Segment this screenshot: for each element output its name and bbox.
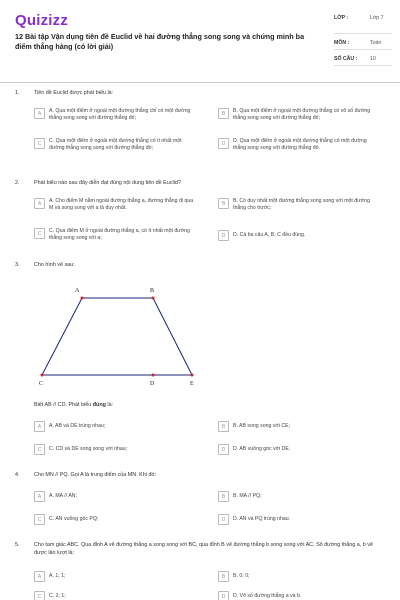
option-letter-box: A <box>34 491 45 502</box>
option-letter-box: C <box>34 228 45 239</box>
option-text: D. Vô số đường thẳng a và b. <box>233 593 302 599</box>
meta-label: LỚP : <box>334 15 349 21</box>
point-e <box>191 374 194 377</box>
meta-label: SỐ CÂU : <box>334 56 358 62</box>
option-letter-box: A <box>34 421 45 432</box>
label-a: A <box>75 288 80 294</box>
question-number: 5. <box>15 542 20 548</box>
option-text: B. MA // PQ; <box>233 493 262 499</box>
option-letter-box: D <box>218 230 229 241</box>
question-text: Cho hình vẽ sau: <box>34 262 75 268</box>
option-letter-box: D <box>218 444 229 455</box>
segment-ac <box>42 298 82 375</box>
label-b: B <box>150 288 155 294</box>
option-text: A. Qua một điểm ở ngoài một đường thẳng chỉ có một đường thẳng song song với đường thẳng đó; <box>49 108 191 121</box>
option-letter-box: B <box>218 491 229 502</box>
question-number: 1. <box>15 90 20 96</box>
point-a <box>81 297 84 300</box>
meta-row-subject <box>334 36 392 50</box>
option-letter-box: D <box>218 138 229 149</box>
meta-value: Toán <box>370 40 382 46</box>
option-text: D. Cả ba câu A, B, C đều đúng. <box>233 232 306 238</box>
trapezoid-figure <box>35 284 215 390</box>
option-text: C. AN vuông góc PQ; <box>49 516 99 522</box>
option-letter-box: B <box>218 108 229 119</box>
option-letter-box: C <box>34 514 45 525</box>
page-title: 12 Bài tập Vận dụng tiên đề Euclid về hai đường thẳng song song và chứng minh ba điểm thẳng hàng (có lời giải) <box>15 32 305 51</box>
option-text: A. MA // AN; <box>49 493 77 499</box>
header-divider <box>0 82 400 83</box>
option-text: D. AB vuông góc với DE. <box>233 446 291 452</box>
option-letter-box: A <box>34 571 45 582</box>
option-letter-box: B <box>218 198 229 209</box>
option-letter-box: A <box>34 108 45 119</box>
question-number: 3. <box>15 262 20 268</box>
label-e: E <box>190 381 194 387</box>
question-text: Cho MN // PQ. Gọi A là trung điểm của MN. Khi đó: <box>34 472 156 478</box>
option-text: A. Cho điểm M nằm ngoài đường thẳng a, đường thẳng đi qua M và song song với a là duy nhất. <box>49 198 194 211</box>
meta-row-grade <box>334 12 392 34</box>
option-text: B. Có duy nhất một đường thẳng song song với một đường thẳng cho trước; <box>233 198 370 211</box>
option-text: C. Qua điểm M ở ngoài đường thẳng a, có ít nhất một đường thẳng song song với a; <box>49 228 190 241</box>
meta-value: 10 <box>370 56 376 62</box>
option-letter-box: C <box>34 591 45 600</box>
segment-be <box>153 298 192 375</box>
question-number: 4. <box>15 472 20 478</box>
option-letter-box: C <box>34 444 45 455</box>
meta-row-count <box>334 52 392 66</box>
option-letter-box: C <box>34 138 45 149</box>
option-text: D. AN và PQ trùng nhau. <box>233 516 291 522</box>
option-letter-box: D <box>218 591 229 600</box>
question-text: Cho tam giác ABC. Qua đỉnh A vẽ đường thẳng a song song với BC, qua đỉnh B vẽ đường thẳng b song song với AC. Số đường thẳng a, b vẽ được lần lượt là: <box>34 542 373 556</box>
option-text: C. 2; 1; <box>49 593 66 599</box>
meta-value: Lớp 7 <box>370 15 384 21</box>
label-d: D <box>150 381 155 387</box>
option-text: B. Qua một điểm ở ngoài một đường thẳng có vô số đường thẳng song song với đường thẳng đó; <box>233 108 371 121</box>
label-c: C <box>39 381 44 387</box>
option-text: B. 0; 0; <box>233 573 250 579</box>
option-text: C. Qua một điểm ở ngoài một đường thẳng có ít nhất một đường thẳng song song với đường thẳng đó; <box>49 138 182 151</box>
option-text: A. 1; 1; <box>49 573 66 579</box>
point-b <box>152 297 155 300</box>
point-d <box>152 374 155 377</box>
meta-label: MÔN : <box>334 40 350 46</box>
option-text: D. Qua một điểm ở ngoài một đường thẳng có một đường thẳng song song với đường thẳng đó. <box>233 138 367 151</box>
followup-prefix: Biết AB // CD. Phát biểu <box>34 402 93 408</box>
followup-suffix: là: <box>105 402 114 408</box>
point-c <box>41 374 44 377</box>
question-number: 2. <box>15 180 20 186</box>
question-3-followup <box>34 402 113 408</box>
option-text: B. AB song song với CE; <box>233 423 291 429</box>
question-text: Tiên đề Euclid được phát biểu là: <box>34 90 114 96</box>
followup-emphasis: đúng <box>92 402 106 408</box>
option-letter-box: A <box>34 198 45 209</box>
option-text: A. AB và DE trùng nhau; <box>49 423 106 429</box>
option-letter-box: B <box>218 571 229 582</box>
option-letter-box: B <box>218 421 229 432</box>
quizizz-logo: Quizizz <box>15 12 69 29</box>
option-letter-box: D <box>218 514 229 525</box>
option-text: C. CD và DE song song với nhau; <box>49 446 128 452</box>
question-text: Phát biểu nào sau đây diễn đạt đúng nội dung tiên đề Euclid? <box>34 180 181 186</box>
